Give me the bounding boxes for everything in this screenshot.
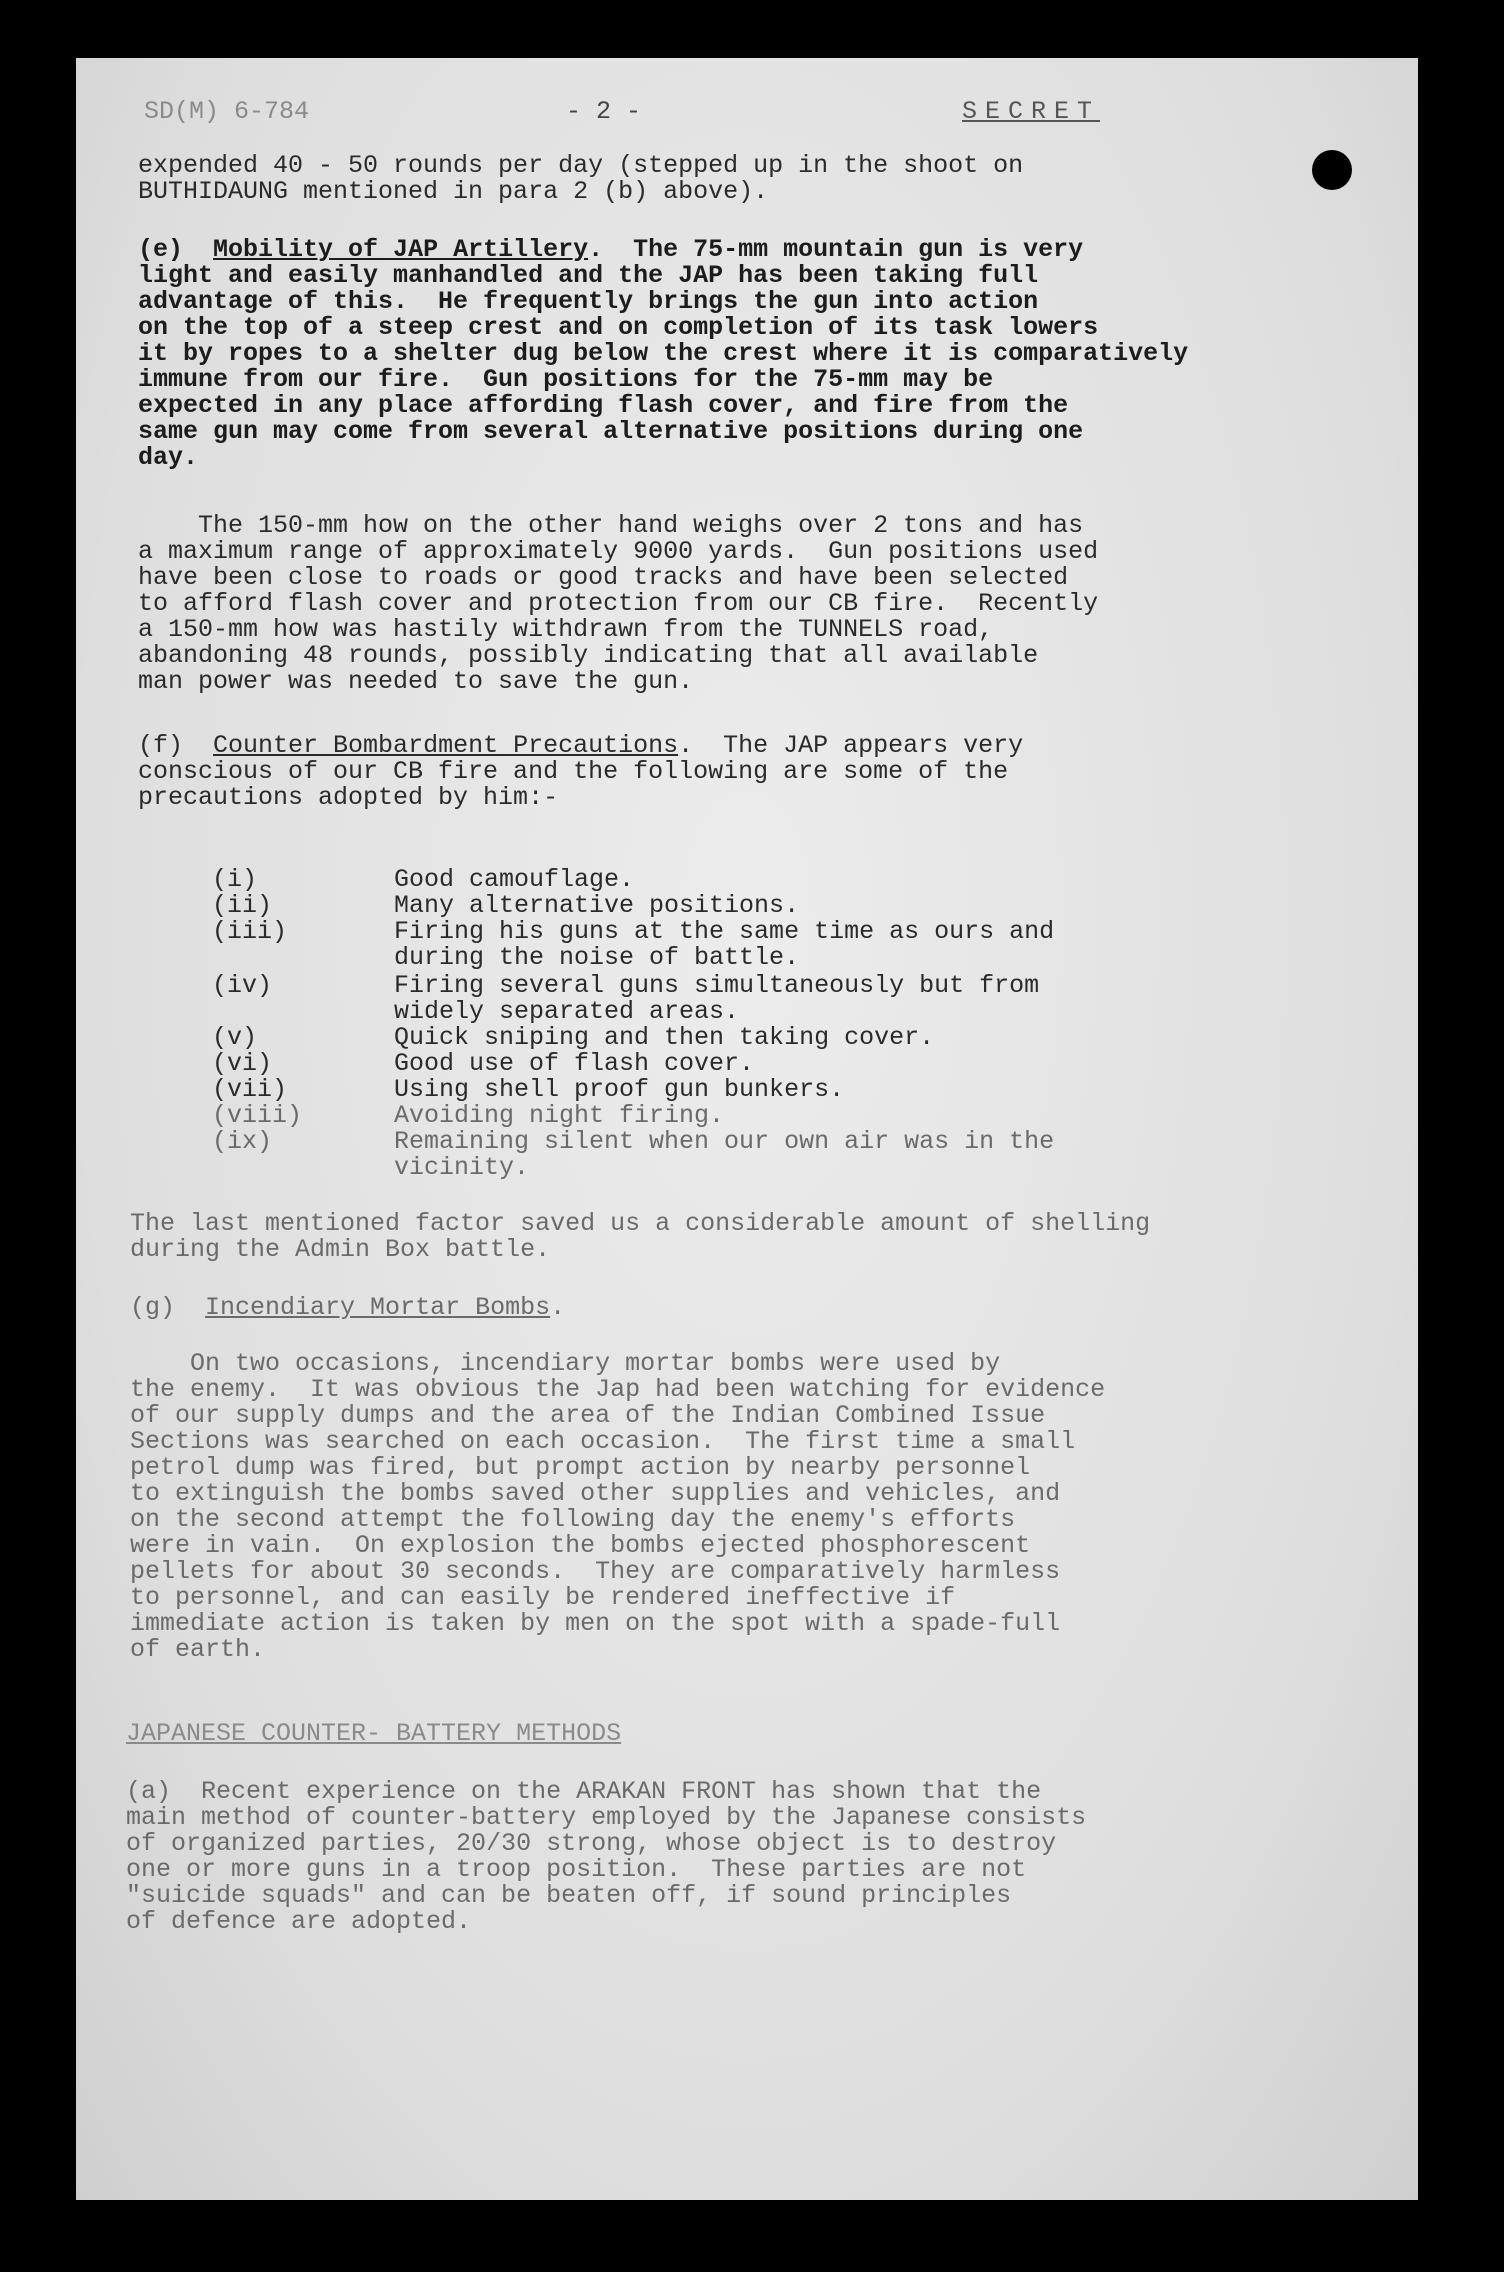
list-item-text: Firing several guns simultaneously but from [394, 971, 1040, 1000]
text-line: were in vain. On explosion the bombs ejected phosphorescent [130, 1531, 1031, 1560]
text-line: a maximum range of approximately 9000 yards. Gun positions used [138, 537, 1099, 566]
text-line: The 150-mm how on the other hand weighs over 2 tons and has [138, 511, 1084, 540]
text-line: one or more guns in a troop position. These parties are not [126, 1855, 1027, 1884]
list-item-number: (viii) [212, 1101, 303, 1130]
text-line: the enemy. It was obvious the Jap had been watching for evidence [130, 1375, 1106, 1404]
text-line: to afford flash cover and protection from our CB fire. Recently [138, 589, 1099, 618]
text-line: same gun may come from several alternative positions during one [138, 417, 1084, 446]
text-line: pellets for about 30 seconds. They are comparatively harmless [130, 1557, 1061, 1586]
paragraph-text: . The 75-mm mountain gun is very [588, 235, 1084, 264]
list-item-text: widely separated areas. [394, 997, 740, 1026]
text-line: (a) Recent experience on the ARAKAN FRONT has shown that the [126, 1777, 1042, 1806]
paragraph-text: . The JAP appears very [678, 731, 1024, 760]
text-line: on the second attempt the following day the enemy's efforts [130, 1505, 1016, 1534]
paragraph-f-title: Counter Bombardment Precautions [213, 731, 679, 760]
text-line: "suicide squads" and can be beaten off, if sound principles [126, 1881, 1012, 1910]
text-line: expended 40 - 50 rounds per day (stepped up in the shoot on [138, 151, 1024, 180]
text-line: On two occasions, incendiary mortar bombs were used by [130, 1349, 1001, 1378]
list-item-number: (ix) [212, 1127, 273, 1156]
classification-marking: SECRET [962, 97, 1101, 126]
list-item-number: (v) [212, 1023, 258, 1052]
paragraph-label: (f) [138, 731, 184, 760]
text-line: immediate action is taken by men on the spot with a spade-full [130, 1609, 1061, 1638]
text-line: during the Admin Box battle. [130, 1235, 551, 1264]
text-line: Sections was searched on each occasion. The first time a small [130, 1427, 1076, 1456]
list-item-text: Many alternative positions. [394, 891, 800, 920]
text-line: of earth. [130, 1635, 266, 1664]
paragraph-g-heading [130, 1294, 565, 1321]
text-line: expected in any place affording flash cover, and fire from the [138, 391, 1069, 420]
document-reference: SD(M) 6-784 [144, 97, 310, 126]
list-item-text: vicinity. [394, 1153, 530, 1182]
list-item-number: (i) [212, 865, 258, 894]
text-line: a 150-mm how was hastily withdrawn from the TUNNELS road, [138, 615, 994, 644]
list-item-text: Good use of flash cover. [394, 1049, 755, 1078]
page-number: - 2 - [566, 97, 642, 126]
text-line: conscious of our CB fire and the following are some of the [138, 757, 1009, 786]
list-item-number: (ii) [212, 891, 273, 920]
list-item-text: Using shell proof gun bunkers. [394, 1075, 845, 1104]
text-line: it by ropes to a shelter dug below the crest where it is comparatively [138, 339, 1189, 368]
document-page [76, 58, 1418, 2200]
text-line: to personnel, and can easily be rendered ineffective if [130, 1583, 956, 1612]
paragraph-label: (e) [138, 235, 184, 264]
text-line: on the top of a steep crest and on completion of its task lowers [138, 313, 1099, 342]
text-line: petrol dump was fired, but prompt action by nearby personnel [130, 1453, 1031, 1482]
paragraph-f-first-line [138, 732, 1023, 759]
list-item-text: Good camouflage. [394, 865, 635, 894]
text-line: abandoning 48 rounds, possibly indicating that all available [138, 641, 1039, 670]
text-line: of organized parties, 20/30 strong, whose object is to destroy [126, 1829, 1057, 1858]
list-item-text: Quick sniping and then taking cover. [394, 1023, 935, 1052]
text-line: to extinguish the bombs saved other supplies and vehicles, and [130, 1479, 1061, 1508]
list-item-number: (vii) [212, 1075, 288, 1104]
list-item-text: Avoiding night firing. [394, 1101, 725, 1130]
list-item-text: during the noise of battle. [394, 943, 800, 972]
text-line: have been close to roads or good tracks and have been selected [138, 563, 1069, 592]
text-line: BUTHIDAUNG mentioned in para 2 (b) above). [138, 177, 769, 206]
list-item-number: (vi) [212, 1049, 273, 1078]
text-line: main method of counter-battery employed by the Japanese consists [126, 1803, 1087, 1832]
text-line: advantage of this. He frequently brings the gun into action [138, 287, 1039, 316]
text-line: of defence are adopted. [126, 1907, 472, 1936]
paragraph-e-title: Mobility of JAP Artillery [213, 235, 589, 264]
section-heading: JAPANESE COUNTER- BATTERY METHODS [126, 1719, 622, 1748]
list-item-text: Firing his guns at the same time as ours and [394, 917, 1055, 946]
list-item-number: (iv) [212, 971, 273, 1000]
text-line: precautions adopted by him:- [138, 783, 559, 812]
punch-hole [1312, 150, 1352, 190]
heading-punctuation: . [550, 1293, 566, 1322]
text-line: light and easily manhandled and the JAP has been taking full [138, 261, 1039, 290]
text-line: The last mentioned factor saved us a considerable amount of shelling [130, 1209, 1151, 1238]
paragraph-e-first-line [138, 236, 1083, 263]
text-line: man power was needed to save the gun. [138, 667, 694, 696]
text-line: immune from our fire. Gun positions for the 75-mm may be [138, 365, 994, 394]
paragraph-g-title: Incendiary Mortar Bombs [205, 1293, 551, 1322]
list-item-number: (iii) [212, 917, 288, 946]
list-item-text: Remaining silent when our own air was in the [394, 1127, 1055, 1156]
text-line: day. [138, 443, 199, 472]
text-line: of our supply dumps and the area of the Indian Combined Issue [130, 1401, 1046, 1430]
paragraph-label: (g) [130, 1293, 176, 1322]
